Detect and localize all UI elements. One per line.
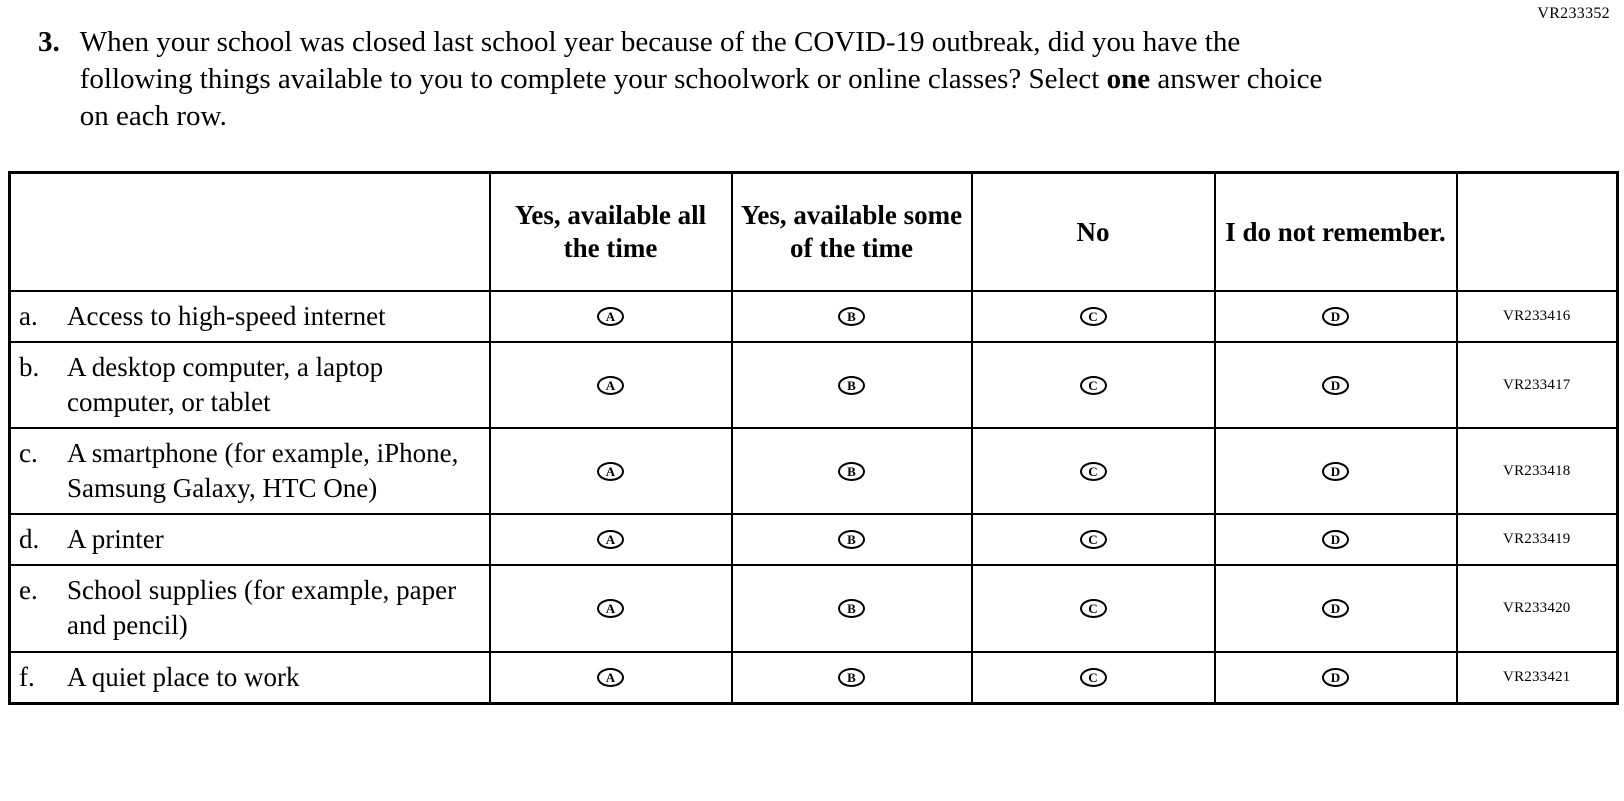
row-label: A desktop computer, a laptop computer, or tablet xyxy=(67,351,384,418)
answer-cell xyxy=(490,652,732,704)
answer-cell xyxy=(732,514,972,565)
answer-cell xyxy=(972,342,1215,428)
header-row xyxy=(10,173,1618,291)
answer-cell xyxy=(490,291,732,342)
row-letter: b. xyxy=(19,351,40,382)
answer-cell xyxy=(490,565,732,651)
answer-cell xyxy=(732,652,972,704)
answer-bubble-c[interactable]: C xyxy=(1080,376,1107,395)
answer-cell xyxy=(1215,291,1457,342)
answer-bubble-a[interactable]: A xyxy=(597,307,624,326)
table-row-b xyxy=(10,342,1618,428)
answer-cell xyxy=(972,428,1215,514)
answer-bubble-b[interactable]: B xyxy=(838,462,865,481)
table-row-d xyxy=(10,514,1618,565)
answer-bubble-b[interactable]: B xyxy=(838,530,865,549)
answer-cell xyxy=(972,565,1215,651)
answer-bubble-d[interactable]: D xyxy=(1322,307,1349,326)
column-header-dont-remember: I do not remember. xyxy=(1215,173,1457,291)
row-letter: a. xyxy=(19,300,38,331)
column-header-yes-some: Yes, available some of the time xyxy=(732,173,972,291)
answer-cell xyxy=(1215,565,1457,651)
answer-bubble-d[interactable]: D xyxy=(1322,599,1349,618)
answer-bubble-a[interactable]: A xyxy=(597,530,624,549)
table-row-c xyxy=(10,428,1618,514)
answer-cell xyxy=(490,514,732,565)
answer-bubble-a[interactable]: A xyxy=(597,462,624,481)
answer-bubble-c[interactable]: C xyxy=(1080,530,1107,549)
answer-cell xyxy=(1215,342,1457,428)
row-letter: f. xyxy=(19,661,35,692)
answer-cell xyxy=(732,428,972,514)
answer-bubble-a[interactable]: A xyxy=(597,599,624,618)
row-label-cell xyxy=(10,428,490,514)
answer-bubble-b[interactable]: B xyxy=(838,668,865,687)
answer-cell xyxy=(1215,652,1457,704)
answer-bubble-a[interactable]: A xyxy=(597,668,624,687)
answer-bubble-b[interactable]: B xyxy=(838,376,865,395)
page-doc-code: VR233352 xyxy=(1537,5,1610,22)
answer-cell xyxy=(972,514,1215,565)
question-bold-word: one xyxy=(1106,63,1151,96)
answer-bubble-d[interactable]: D xyxy=(1322,376,1349,395)
answer-cell xyxy=(1215,514,1457,565)
row-letter: e. xyxy=(19,575,38,606)
answer-cell xyxy=(972,652,1215,704)
answer-bubble-c[interactable]: C xyxy=(1080,599,1107,618)
answer-bubble-a[interactable]: A xyxy=(597,376,624,395)
row-label-cell xyxy=(10,652,490,704)
answer-bubble-c[interactable]: C xyxy=(1080,668,1107,687)
availability-table xyxy=(8,171,1619,704)
row-label: A quiet place to work xyxy=(67,661,300,692)
row-label: School supplies (for example, paper and pencil) xyxy=(67,575,457,641)
row-letter: d. xyxy=(19,524,40,555)
question-text-after: answer choice on each row. xyxy=(79,63,1323,133)
row-label-cell xyxy=(10,565,490,651)
table-row-a xyxy=(10,291,1618,342)
row-code: VR233421 xyxy=(1457,652,1618,704)
answer-cell xyxy=(732,565,972,651)
answer-bubble-b[interactable]: B xyxy=(838,307,865,326)
table-row-e xyxy=(10,565,1618,651)
answer-bubble-b[interactable]: B xyxy=(838,599,865,618)
answer-bubble-c[interactable]: C xyxy=(1080,307,1107,326)
header-code-cell xyxy=(1457,173,1618,291)
answer-cell xyxy=(732,342,972,428)
row-code: VR233419 xyxy=(1457,514,1618,565)
answer-cell xyxy=(1215,428,1457,514)
answer-bubble-d[interactable]: D xyxy=(1322,668,1349,687)
row-label-cell xyxy=(10,514,490,565)
question-block xyxy=(38,24,1368,135)
answer-bubble-d[interactable]: D xyxy=(1322,530,1349,549)
table-row-f xyxy=(10,652,1618,704)
row-code: VR233420 xyxy=(1457,565,1618,651)
row-letter: c. xyxy=(19,438,38,469)
question-text xyxy=(80,24,1335,135)
row-code: VR233417 xyxy=(1457,342,1618,428)
row-label: A smartphone (for example, iPhone, Samsung Galaxy, HTC One) xyxy=(67,438,459,504)
header-empty-cell xyxy=(10,173,490,291)
column-header-no: No xyxy=(972,173,1215,291)
answer-cell xyxy=(732,291,972,342)
column-header-yes-all: Yes, available all the time xyxy=(490,173,732,291)
row-code: VR233416 xyxy=(1457,291,1618,342)
answer-cell xyxy=(490,342,732,428)
row-label-cell xyxy=(10,342,490,428)
question-text-before: When your school was closed last school year because of the COVID-19 outbreak, did you have the following things available to you to complete your schoolwork or online classes? Select xyxy=(79,26,1241,96)
answer-bubble-c[interactable]: C xyxy=(1080,462,1107,481)
question-number: 3. xyxy=(38,26,60,58)
row-label-cell xyxy=(10,291,490,342)
answer-bubble-d[interactable]: D xyxy=(1322,462,1349,481)
row-code: VR233418 xyxy=(1457,428,1618,514)
answer-cell xyxy=(490,428,732,514)
row-label: A printer xyxy=(67,524,164,555)
row-label: Access to high-speed internet xyxy=(67,300,386,331)
answer-cell xyxy=(972,291,1215,342)
